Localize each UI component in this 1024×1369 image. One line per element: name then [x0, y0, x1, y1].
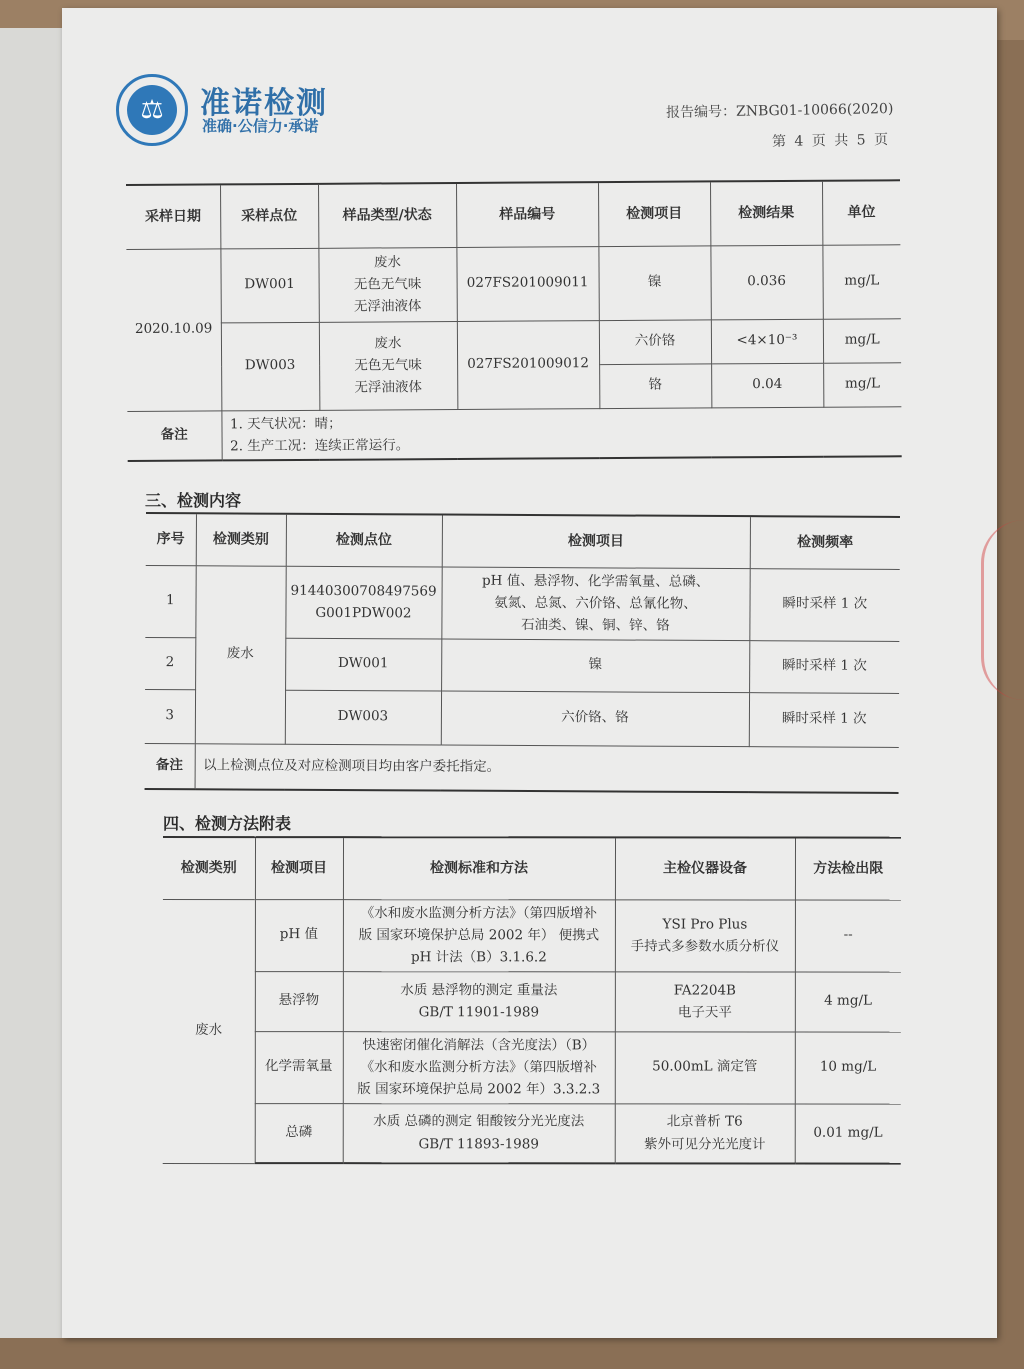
test-item: 六价铬 — [599, 319, 711, 364]
table-row — [163, 1103, 901, 1164]
test-item: pH 值 — [255, 899, 343, 971]
red-seal-stamp — [981, 520, 1024, 700]
test-items: 镍 — [441, 639, 749, 693]
test-point: 91440300708497569 G001PDW002 — [285, 566, 441, 639]
header-frequency: 检测频率 — [750, 516, 900, 569]
note-text: 1. 天气状况：晴； 2. 生产工况：连续正常运行。 — [221, 406, 901, 460]
instrument: 50.00mL 滴定管 — [615, 1031, 795, 1103]
sample-type: 废水 无色无气味 无浮油液体 — [319, 321, 458, 410]
table-row — [127, 318, 901, 367]
company-logo-icon — [116, 74, 188, 146]
test-result: <4×10⁻³ — [711, 319, 823, 364]
test-item: 镍 — [598, 245, 710, 320]
header-sampling-date: 采样日期 — [126, 184, 220, 249]
test-item: 悬浮物 — [255, 971, 343, 1031]
table-row — [145, 743, 899, 793]
category: 废水 — [163, 899, 255, 1163]
frequency: 瞬时采样 1 次 — [749, 692, 899, 747]
note-text: 以上检测点位及对应检测项目均由客户委托指定。 — [195, 743, 899, 793]
page-info: 第 4 页 共 5 页 — [771, 131, 891, 151]
test-point: DW003 — [285, 690, 441, 745]
table-row — [127, 406, 901, 461]
table-row — [145, 565, 899, 641]
header-sample-id: 样品编号 — [456, 182, 598, 247]
header-sample-type: 样品类型/状态 — [318, 183, 456, 248]
instrument: YSI Pro Plus 手持式多参数水质分析仪 — [615, 899, 795, 971]
header-category: 检测类别 — [196, 513, 286, 565]
note-label: 备注 — [145, 743, 195, 789]
header-no: 序号 — [146, 513, 196, 565]
test-item: 铬 — [599, 363, 711, 408]
company-slogan: 准确·公信力·承诺 — [202, 117, 319, 135]
test-result: 0.04 — [711, 363, 823, 408]
sampling-point: DW001 — [220, 248, 318, 323]
previous-page-edge — [0, 28, 70, 1338]
row-no: 2 — [145, 637, 195, 689]
header-unit: 单位 — [822, 180, 900, 244]
table-row — [126, 244, 900, 323]
scale-icon: ⚖ — [127, 85, 177, 135]
header-items: 检测项目 — [442, 515, 750, 569]
detection-limit: 4 mg/L — [795, 972, 901, 1032]
table-row — [163, 971, 901, 1032]
company-name: 准诺检测 — [200, 86, 328, 121]
instrument: FA2204B 电子天平 — [615, 971, 795, 1031]
row-no: 3 — [145, 689, 195, 743]
header-method: 检测标准和方法 — [343, 837, 615, 899]
note-label: 备注 — [127, 410, 221, 461]
frequency: 瞬时采样 1 次 — [749, 568, 899, 641]
sampling-table — [126, 179, 902, 462]
header-sampling-point: 采样点位 — [220, 184, 318, 249]
test-item: 化学需氧量 — [255, 1031, 343, 1103]
sample-id: 027FS201009012 — [457, 320, 600, 409]
unit: mg/L — [823, 318, 901, 362]
table-row — [163, 899, 901, 972]
test-method: 水质 总磷的测定 钼酸铵分光光度法 GB/T 11893-1989 — [343, 1103, 615, 1163]
test-items: 六价铬、铬 — [441, 691, 749, 747]
instrument: 北京普析 T6 紫外可见分光光度计 — [615, 1103, 795, 1163]
unit: mg/L — [822, 244, 900, 318]
category: 废水 — [195, 565, 286, 743]
frequency: 瞬时采样 1 次 — [749, 640, 899, 693]
row-no: 1 — [145, 565, 195, 637]
header-instrument: 主检仪器设备 — [615, 837, 795, 899]
header-test-item: 检测项目 — [598, 181, 710, 246]
test-point: DW001 — [285, 638, 441, 691]
content-table — [145, 512, 900, 794]
unit: mg/L — [823, 362, 901, 406]
detection-limit: 10 mg/L — [795, 1032, 901, 1104]
detection-limit: -- — [795, 900, 901, 972]
header-item: 检测项目 — [255, 837, 343, 899]
method-table — [163, 836, 901, 1165]
header-category: 检测类别 — [163, 837, 255, 899]
table-row — [163, 1031, 901, 1104]
header-test-result: 检测结果 — [710, 181, 822, 246]
test-method: 水质 悬浮物的测定 重量法 GB/T 11901-1989 — [343, 971, 615, 1031]
sample-id: 027FS201009011 — [456, 246, 598, 321]
test-result: 0.036 — [710, 245, 822, 320]
detection-limit: 0.01 mg/L — [795, 1104, 901, 1164]
sample-type: 废水 无色无气味 无浮油液体 — [318, 247, 456, 322]
report-number: 报告编号：ZNBG01-10066(2020) — [665, 101, 894, 121]
test-method: 《水和废水监测分析方法》（第四版增补 版 国家环境保护总局 2002 年） 便携式 pH 计法（B）3.1.6.2 — [343, 899, 615, 971]
section-title-methods: 四、检测方法附表 — [163, 814, 292, 833]
section-title-content: 三、检测内容 — [145, 491, 242, 510]
test-item: 总磷 — [255, 1103, 343, 1163]
test-items: pH 值、悬浮物、化学需氧量、总磷、 氨氮、总氮、六价铬、总氰化物、 石油类、镍、铜、锌、铬 — [441, 567, 749, 641]
sampling-point: DW003 — [221, 322, 320, 411]
header-point: 检测点位 — [286, 514, 442, 567]
header-limit: 方法检出限 — [795, 838, 901, 900]
test-method: 快速密闭催化消解法（含光度法）（B） 《水和废水监测分析方法》（第四版增补 版 国家环境保护总局 2002 年）3.3.2.3 — [343, 1031, 615, 1103]
sampling-date: 2020.10.09 — [126, 248, 221, 411]
